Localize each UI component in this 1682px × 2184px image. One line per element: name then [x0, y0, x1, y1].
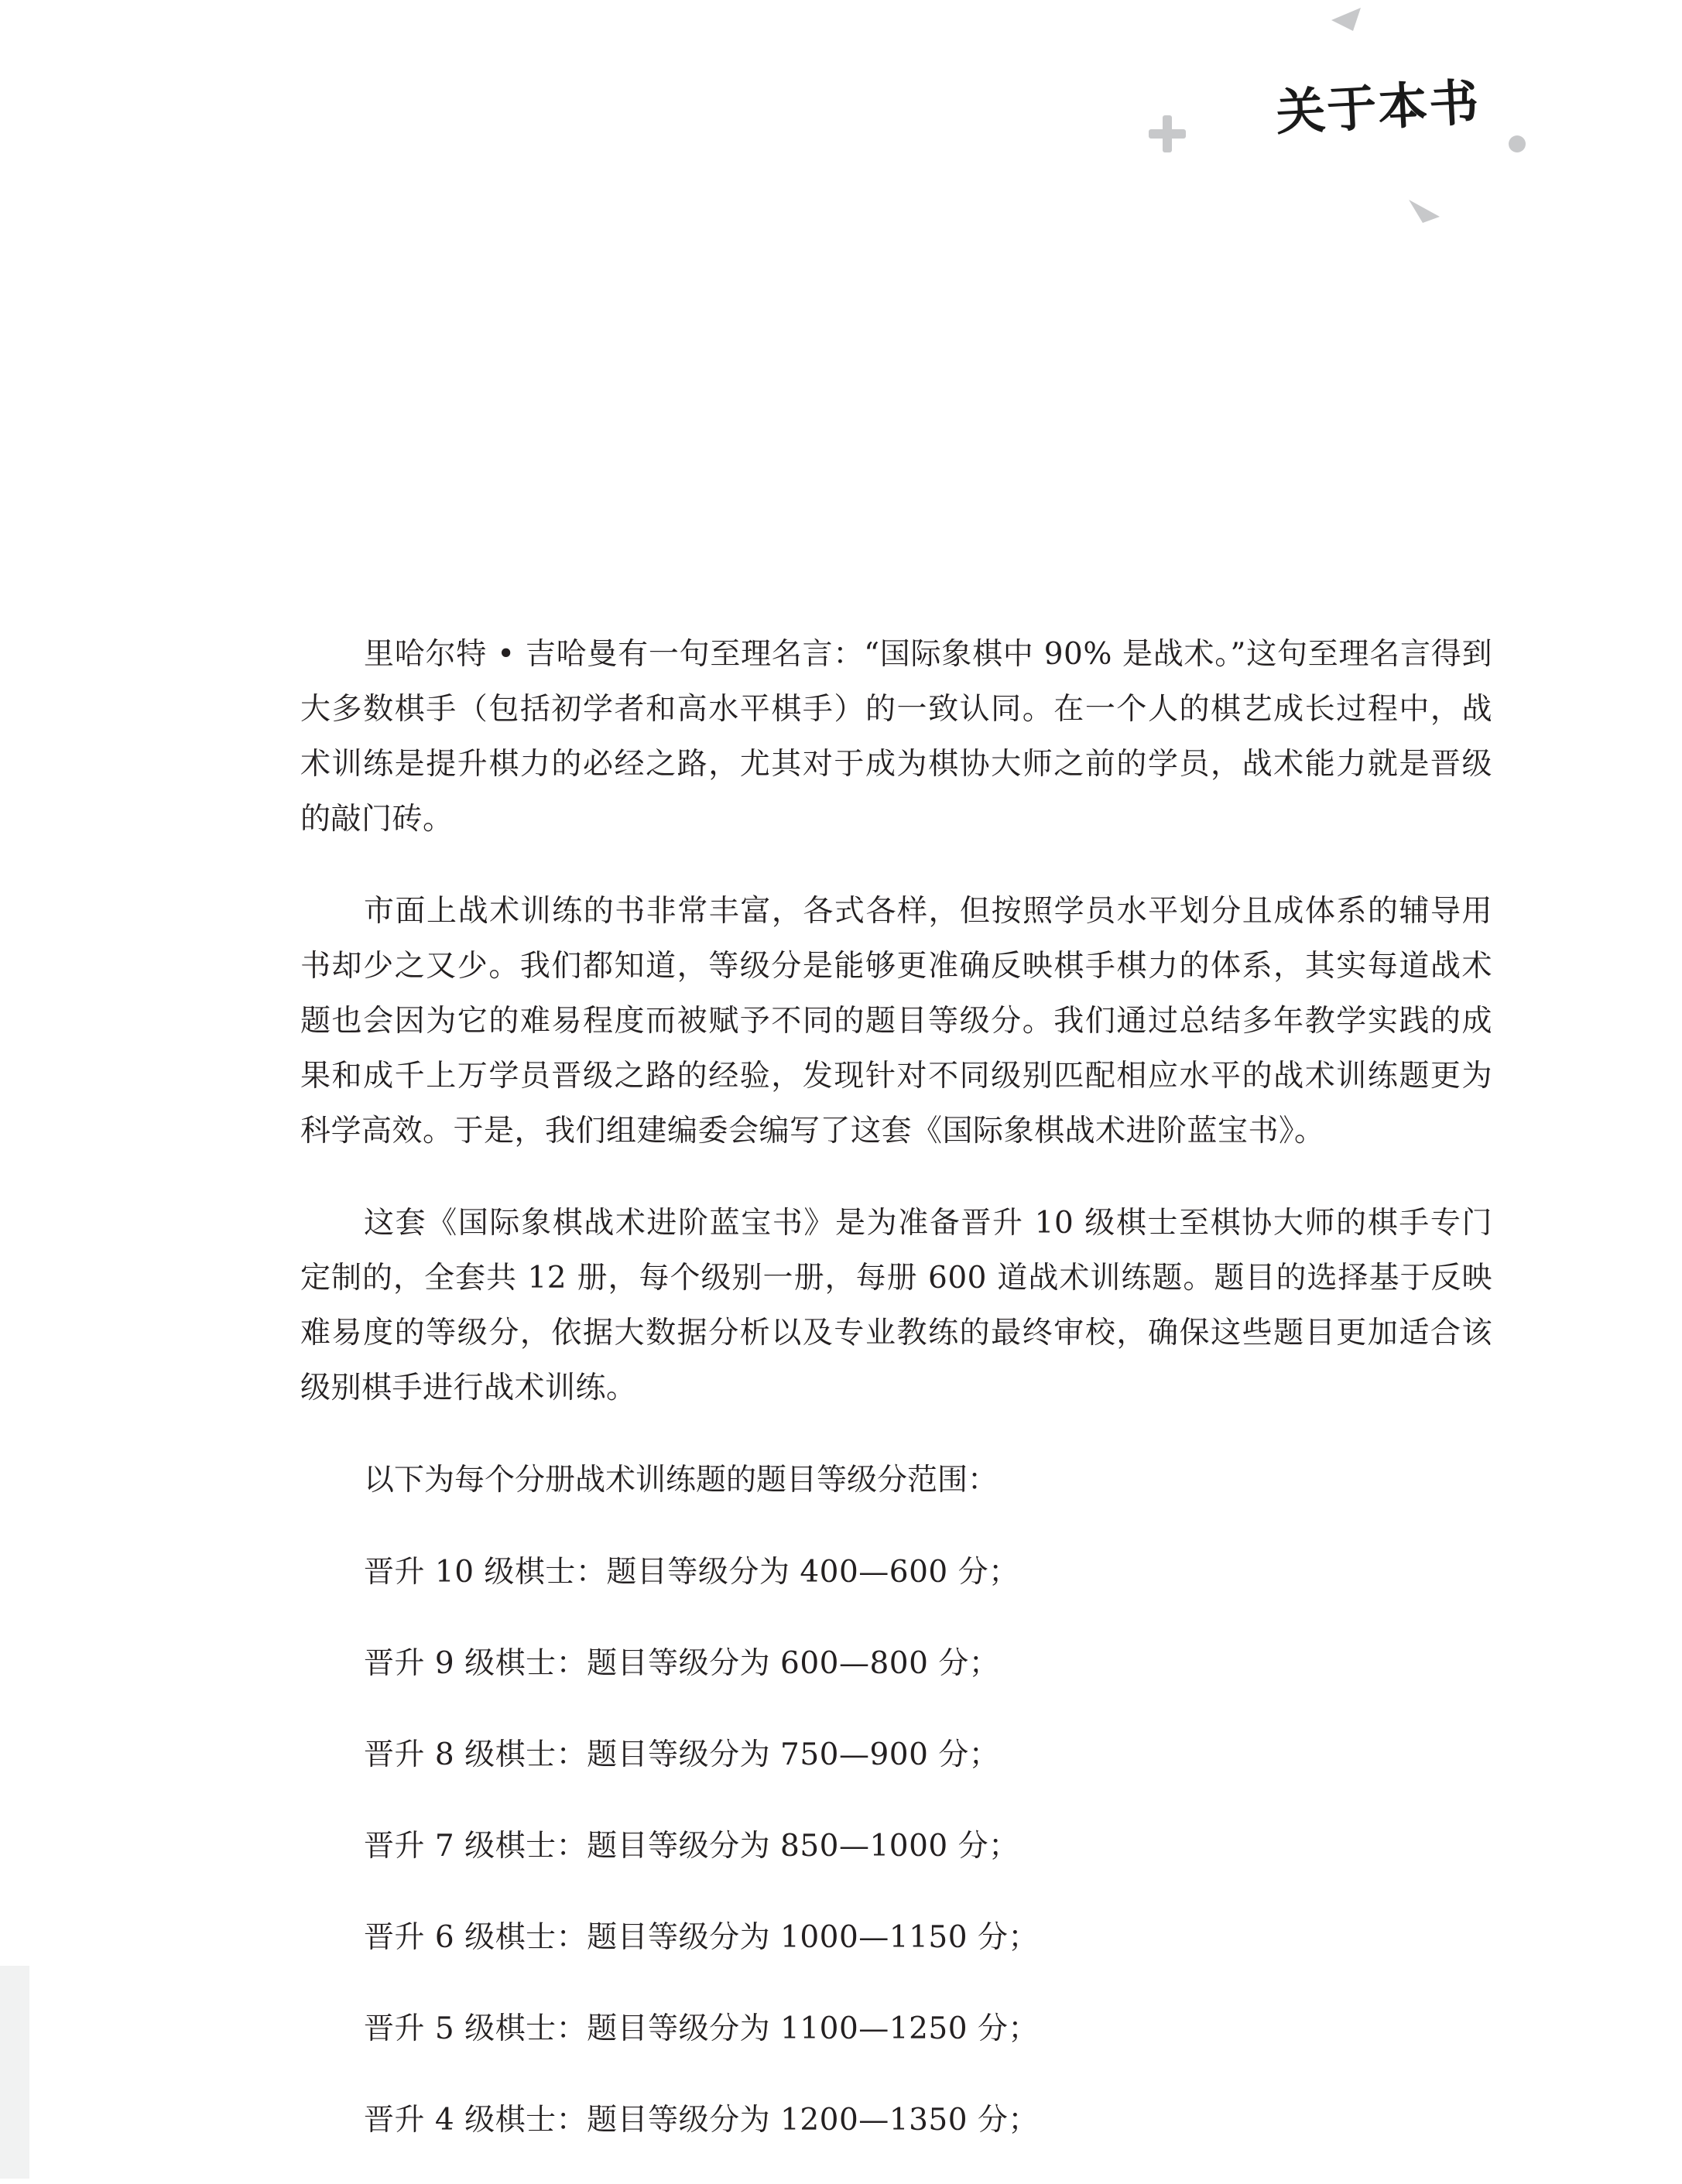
- paragraph: 里哈尔特 • 吉哈曼有一句至理名言：“国际象棋中 90% 是战术。”这句至理名言得到大多数棋手（包括初学者和高水平棋手）的一致认同。在一个人的棋艺成长过程中，战术训练是提升棋力的必经之路，尤其对于成为棋协大师之前的学员，战术能力就是晋级的敲门砖。: [300, 637, 1492, 837]
- paragraph: 这套《国际象棋战术进阶蓝宝书》是为准备晋升 10 级棋士至棋协大师的棋手专门定制的，全套共 12 册，每个级别一册，每册 600 道战术训练题。题目的选择基于反映难易度的等级分，依据大数据分析以及专业教练的最终审校，确保这些题目更加适合该级别棋手进行战术训练。: [300, 1206, 1492, 1405]
- list-item: 晋升 9 级棋士：题目等级分为 600—800 分；: [364, 1646, 1000, 1681]
- triangle-icon: [1331, 8, 1361, 31]
- list-item: 晋升 10 级棋士：题目等级分为 400—600 分；: [364, 1555, 1019, 1590]
- levels-intro: 以下为每个分册战术训练题的题目等级分范围：: [364, 1463, 999, 1498]
- page-edge-strip: [0, 1966, 29, 2179]
- body-text: [300, 627, 1492, 2184]
- list-item: 晋升 7 级棋士：题目等级分为 850—1000 分；: [364, 1829, 1019, 1864]
- levels-list: [300, 1545, 1492, 2184]
- triangle-icon: [1409, 200, 1440, 223]
- plus-icon: [1149, 115, 1186, 152]
- page-title: 关于本书: [1274, 74, 1482, 142]
- dot-icon: [1509, 135, 1526, 152]
- paragraph: 市面上战术训练的书非常丰富，各式各样，但按照学员水平划分且成体系的辅导用书却少之又少。我们都知道，等级分是能够更准确反映棋手棋力的体系，其实每道战术题也会因为它的难易程度而被赋予不同的题目等级分。我们通过总结多年教学实践的成果和成千上万学员晋级之路的经验，发现针对不同级别匹配相应水平的战术训练题更为科学高效。于是，我们组建编委会编写了这套《国际象棋战术进阶蓝宝书》。: [300, 894, 1492, 1148]
- list-item: 晋升 8 级棋士：题目等级分为 750—900 分；: [364, 1737, 1000, 1772]
- list-item: 晋升 4 级棋士：题目等级分为 1200—1350 分；: [364, 2103, 1039, 2138]
- list-item: 晋升 6 级棋士：题目等级分为 1000—1150 分；: [364, 1920, 1039, 1955]
- list-item: 晋升 5 级棋士：题目等级分为 1100—1250 分；: [364, 2011, 1039, 2046]
